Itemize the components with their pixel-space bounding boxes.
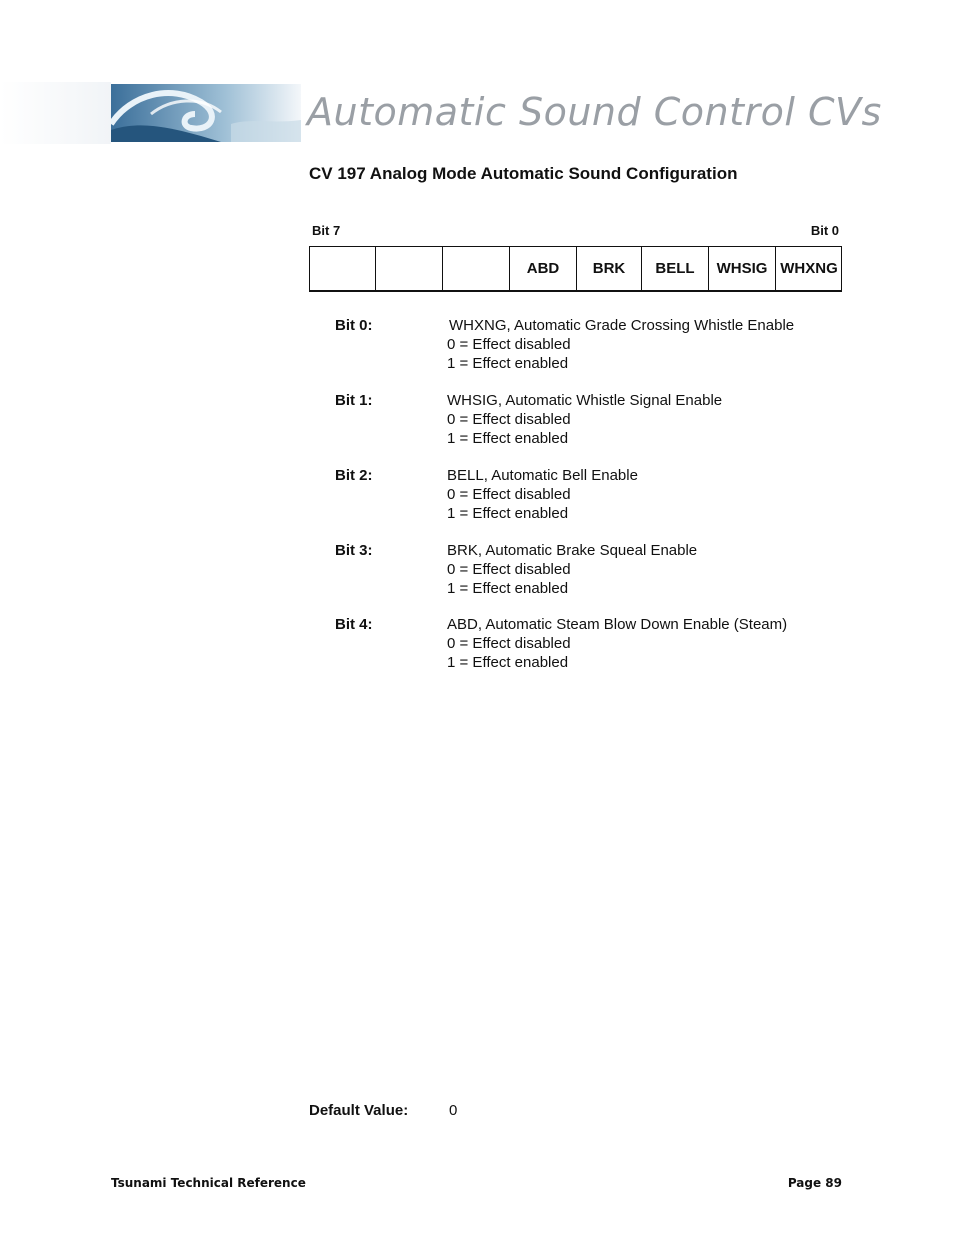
bit-option-enabled: 1 = Effect enabled — [447, 355, 569, 372]
bit-name: Bit 4: — [335, 616, 373, 633]
bit-cell-2: BELL — [642, 247, 709, 290]
bit-option-disabled: 0 = Effect disabled — [447, 635, 571, 652]
bit-summary: WHSIG, Automatic Whistle Signal Enable — [447, 392, 723, 409]
bit-cell-4: ABD — [510, 247, 577, 290]
bit-option-disabled: 0 = Effect disabled — [447, 486, 571, 503]
default-value-label: Default Value: — [309, 1102, 409, 1119]
bit-name: Bit 3: — [335, 542, 373, 559]
bit-cell-3: BRK — [577, 247, 642, 290]
bit-register-table — [309, 246, 842, 292]
bit-cell-1: WHSIG — [709, 247, 776, 290]
wave-logo-icon — [111, 84, 301, 142]
bit-name: Bit 0: — [335, 317, 373, 334]
bit-summary: BRK, Automatic Brake Squeal Enable — [447, 542, 698, 559]
header-fade — [0, 82, 111, 144]
bit-option-enabled: 1 = Effect enabled — [447, 505, 569, 522]
bit-cell-5 — [443, 247, 510, 290]
bit-name: Bit 1: — [335, 392, 373, 409]
bit-summary: ABD, Automatic Steam Blow Down Enable (Steam) — [447, 616, 788, 633]
bit-cell-0: WHXNG — [780, 260, 838, 277]
bit-cell-6 — [376, 247, 443, 290]
section-heading: CV 197 Analog Mode Automatic Sound Configuration — [309, 164, 738, 183]
bit-name: Bit 2: — [335, 467, 373, 484]
bit7-label: Bit 7 — [312, 223, 341, 238]
bit-option-disabled: 0 = Effect disabled — [447, 336, 571, 353]
page-title: Automatic Sound Control CVs — [307, 90, 882, 134]
bit-cell-7 — [310, 247, 376, 290]
bit-summary: WHXNG, Automatic Grade Crossing Whistle Enable — [449, 317, 795, 334]
bit-option-disabled: 0 = Effect disabled — [447, 411, 571, 428]
footer-page-number: Page 89 — [787, 1176, 842, 1190]
bit-option-enabled: 1 = Effect enabled — [447, 654, 569, 671]
bit-option-enabled: 1 = Effect enabled — [447, 430, 569, 447]
default-value: 0 — [449, 1102, 458, 1119]
bit-option-enabled: 1 = Effect enabled — [447, 580, 569, 597]
footer-document-title: Tsunami Technical Reference — [111, 1176, 306, 1190]
bit-option-disabled: 0 = Effect disabled — [447, 561, 571, 578]
bit-summary: BELL, Automatic Bell Enable — [447, 467, 638, 484]
bit0-label: Bit 0 — [810, 223, 839, 238]
